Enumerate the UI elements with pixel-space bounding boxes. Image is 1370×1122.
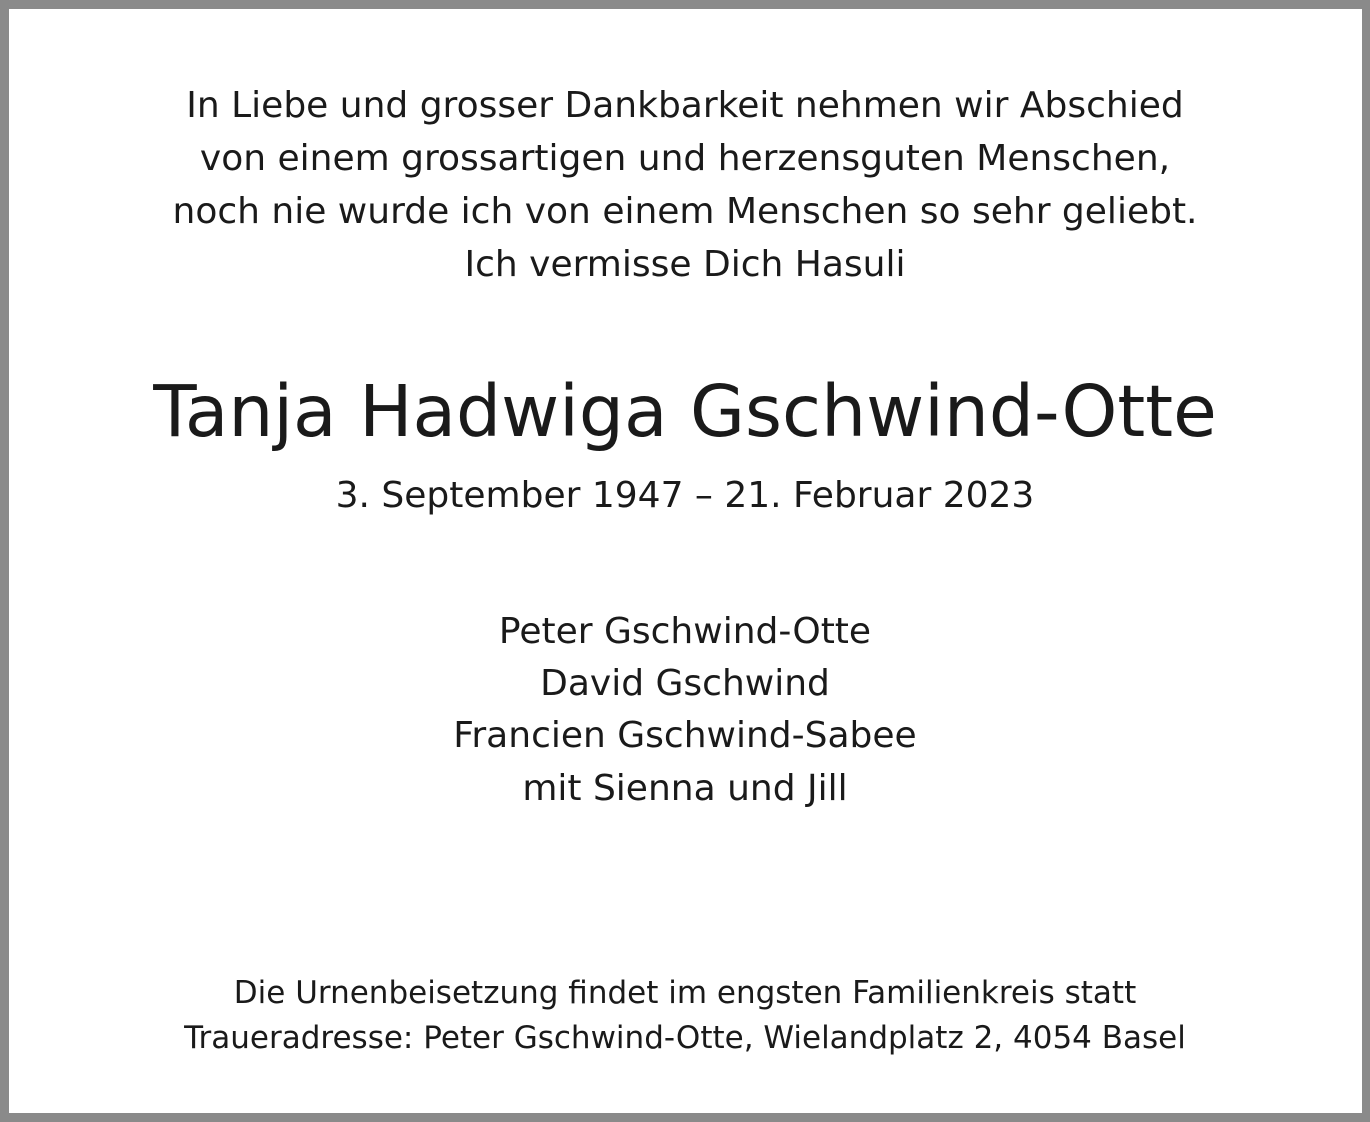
burial-note: Die Urnenbeisetzung findet im engsten Familienkreis statt bbox=[233, 975, 1137, 1011]
deceased-name: Tanja Hadwiga Gschwind-Otte bbox=[153, 370, 1217, 453]
family-member-3: Francien Gschwind-Sabee bbox=[453, 715, 917, 756]
intro-line-3: noch nie wurde ich von einem Menschen so sehr geliebt. bbox=[172, 191, 1198, 232]
intro-line-1: In Liebe und grosser Dankbarkeit nehmen wir Abschied bbox=[186, 85, 1184, 126]
intro-line-4: Ich vermisse Dich Hasuli bbox=[464, 244, 906, 285]
family-member-2: David Gschwind bbox=[540, 663, 830, 704]
life-dates: 3. September 1947 – 21. Februar 2023 bbox=[335, 475, 1035, 516]
family-member-4: mit Sienna und Jill bbox=[522, 768, 848, 809]
intro-line-2: von einem grossartigen und herzensguten Menschen, bbox=[199, 138, 1171, 179]
mourning-address: Traueradresse: Peter Gschwind-Otte, Wielandplatz 2, 4054 Basel bbox=[184, 1020, 1186, 1056]
family-member-1: Peter Gschwind-Otte bbox=[498, 611, 872, 652]
